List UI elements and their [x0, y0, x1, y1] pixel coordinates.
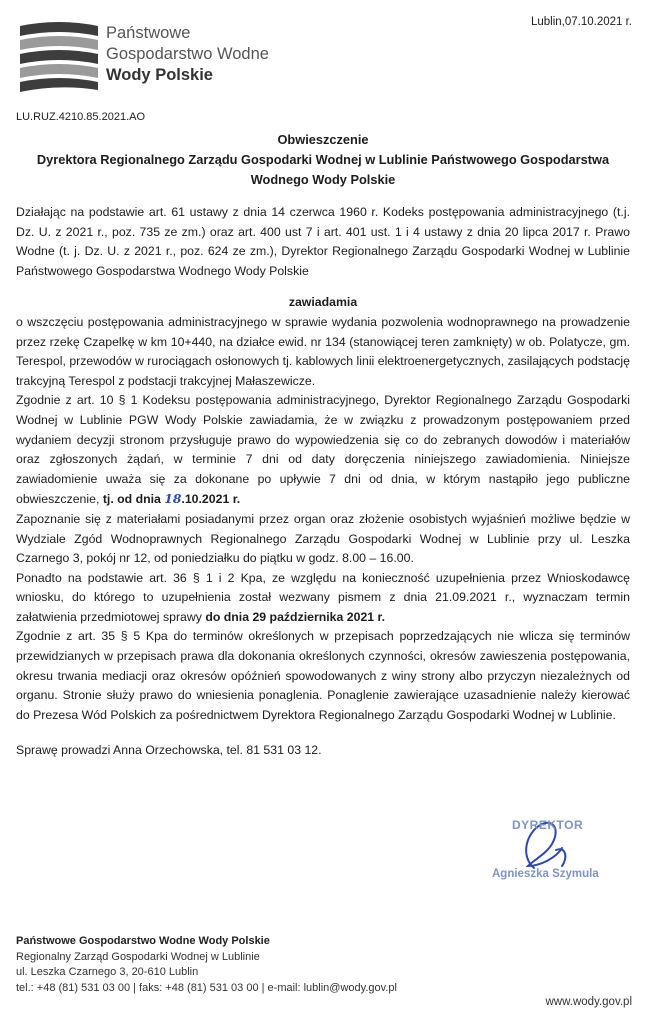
- document-title: [16, 130, 630, 190]
- paragraph-rights: [16, 391, 630, 510]
- contact-line: Sprawę prowadzi Anna Orzechowska, tel. 81 531 03 12.: [16, 743, 322, 758]
- handwritten-day: 18: [164, 491, 182, 507]
- document-body: [16, 203, 630, 761]
- title-line-2: Dyrektora Regionalnego Zarządu Gospodarki Wodnej w Lublinie Państwowego Gospodarstwa: [36, 152, 610, 167]
- footer-line-3: ul. Leszka Czarnego 3, 20-610 Lublin: [16, 966, 199, 978]
- intro-paragraph: Działając na podstawie art. 61 ustawy z dnia 14 czerwca 1960 r. Kodeks postępowania administracyjnego (t.j. Dz. U. z 2021 r., poz. 735 ze zm.) oraz art. 400 ust 7 i art. 401 ust. 1 i 4 ustawy z dnia 20 lipca 2017 r. Prawo Wodne (t. j. Dz. U. z 2021 r., poz. 624 ze zm.), Dyrektor Regionalnego Zarządu Gospodarki Wodnej w Lublinie Państwowego Gospodarstwa Wodnego Wody Polskie: [16, 205, 630, 278]
- title-line-1: Obwieszczenie: [277, 132, 369, 147]
- rights-text: Zgodnie z art. 10 § 1 Kodeksu postępowania administracyjnego, Dyrektor Regionalnego Zarządu Gospodarki Wodnej w Lublinie PGW Wody Polskie zawiadamia, że w związku z prowadzonym postępowaniem przed wydaniem decyzji stronom przysługuje prawo do wypowiedzenia się co do zebranych dowodów i materiałów oraz zgłoszonych żądań, w terminie 7 dni od daty doręczenia niniejszego zawiadomienia. Niniejsze zawiadomienie uważa się za dokonane po upływie 7 dni od dnia, w którym nastąpiło jego publiczne obwieszczenie,: [16, 393, 630, 507]
- paragraph-reminder: Zgodnie z art. 35 § 5 Kpa do terminów określonych w przepisach poprzedzających nie wlicza się terminów przewidzianych w przepisach prawa dla dokonania określonych czynności, okresów zawieszenia postępowania, okresu trwania mediacji oraz okresów opóźnień spowodowanych z winy strony albo przyczyn niezależnych od organu. Stronie służy prawo do wniesienia ponaglenia. Ponaglenie zawierające uzasadnienie należy kierować do Prezesa Wód Polskich za pośrednictwem Dyrektora Regionalnego Zarządu Gospodarki Wodnej w Lublinie.: [16, 629, 630, 722]
- deadline-text: Ponadto na podstawie art. 36 § 1 i 2 Kpa, ze względu na konieczność uzupełnienia przez Wnioskodawcę wniosku, do którego to uzupełnienia został wezwany pismem z dnia 21.09.2021 r., wyznaczam termin załatwienia przedmiotowej sprawy: [16, 570, 630, 624]
- footer-line-1: Państwowe Gospodarstwo Wodne Wody Polskie: [16, 935, 270, 947]
- paragraph-subject: o wszczęciu postępowania administracyjnego w sprawie wydania pozwolenia wodnoprawnego na prowadzenie przez rzekę Czapelkę w km 10+440, na działce ewid. nr 134 (stanowiącej teren zamknięty) w ob. Polatycze, gm. Terespol, przewodów w rurociągach osłonowych tj. kablowych linii elektroenergetycznych, zasilających podstację trakcyjną Terespol z podstacji trakcyjnej Małaszewicze.: [16, 314, 630, 388]
- logo-line-1: Państwowe: [106, 24, 191, 42]
- stamp-name: Agnieszka Szymula: [492, 868, 599, 880]
- website-link[interactable]: www.wody.gov.pl: [545, 996, 632, 1008]
- logo-line-2: Gospodarstwo Wodne: [106, 45, 269, 63]
- stamp-role: DYREKTOR: [512, 818, 584, 832]
- logo-text: [106, 23, 269, 86]
- footer-line-2: Regionalny Zarząd Gospodarki Wodnej w Lublinie: [16, 950, 260, 963]
- deadline-date: do dnia 29 października 2021 r.: [205, 609, 386, 624]
- case-reference: LU.RUZ.4210.85.2021.AO: [16, 111, 146, 123]
- title-line-3: Wodnego Wody Polskie: [250, 172, 396, 187]
- date-suffix: .10.2021 r.: [181, 492, 241, 507]
- notifies-heading: zawiadamia: [288, 295, 358, 310]
- logo-line-3: Wody Polskie: [106, 66, 213, 84]
- date-prefix: tj. od dnia: [102, 492, 161, 507]
- paragraph-deadline: [16, 569, 630, 628]
- document-date: Lublin,07.10.2021 r.: [530, 16, 632, 28]
- footer-line-4: tel.: +48 (81) 531 03 00 | faks: +48 (81) 531 03 00 | e-mail: lublin@wody.gov.pl: [16, 981, 397, 994]
- footer-address: [16, 934, 397, 996]
- paragraph-materials: Zapoznanie się z materiałami posiadanymi przez organ oraz złożenie osobistych wyjaśnień możliwe będzie w Wydziale Zgód Wodnoprawnych Regionalnego Zarządu Gospodarki Wodnej w Lublinie przy ul. Leszka Czarnego 3, pokój nr 12, od poniedziałku do piątku w godz. 8.00 – 16.00.: [16, 511, 630, 566]
